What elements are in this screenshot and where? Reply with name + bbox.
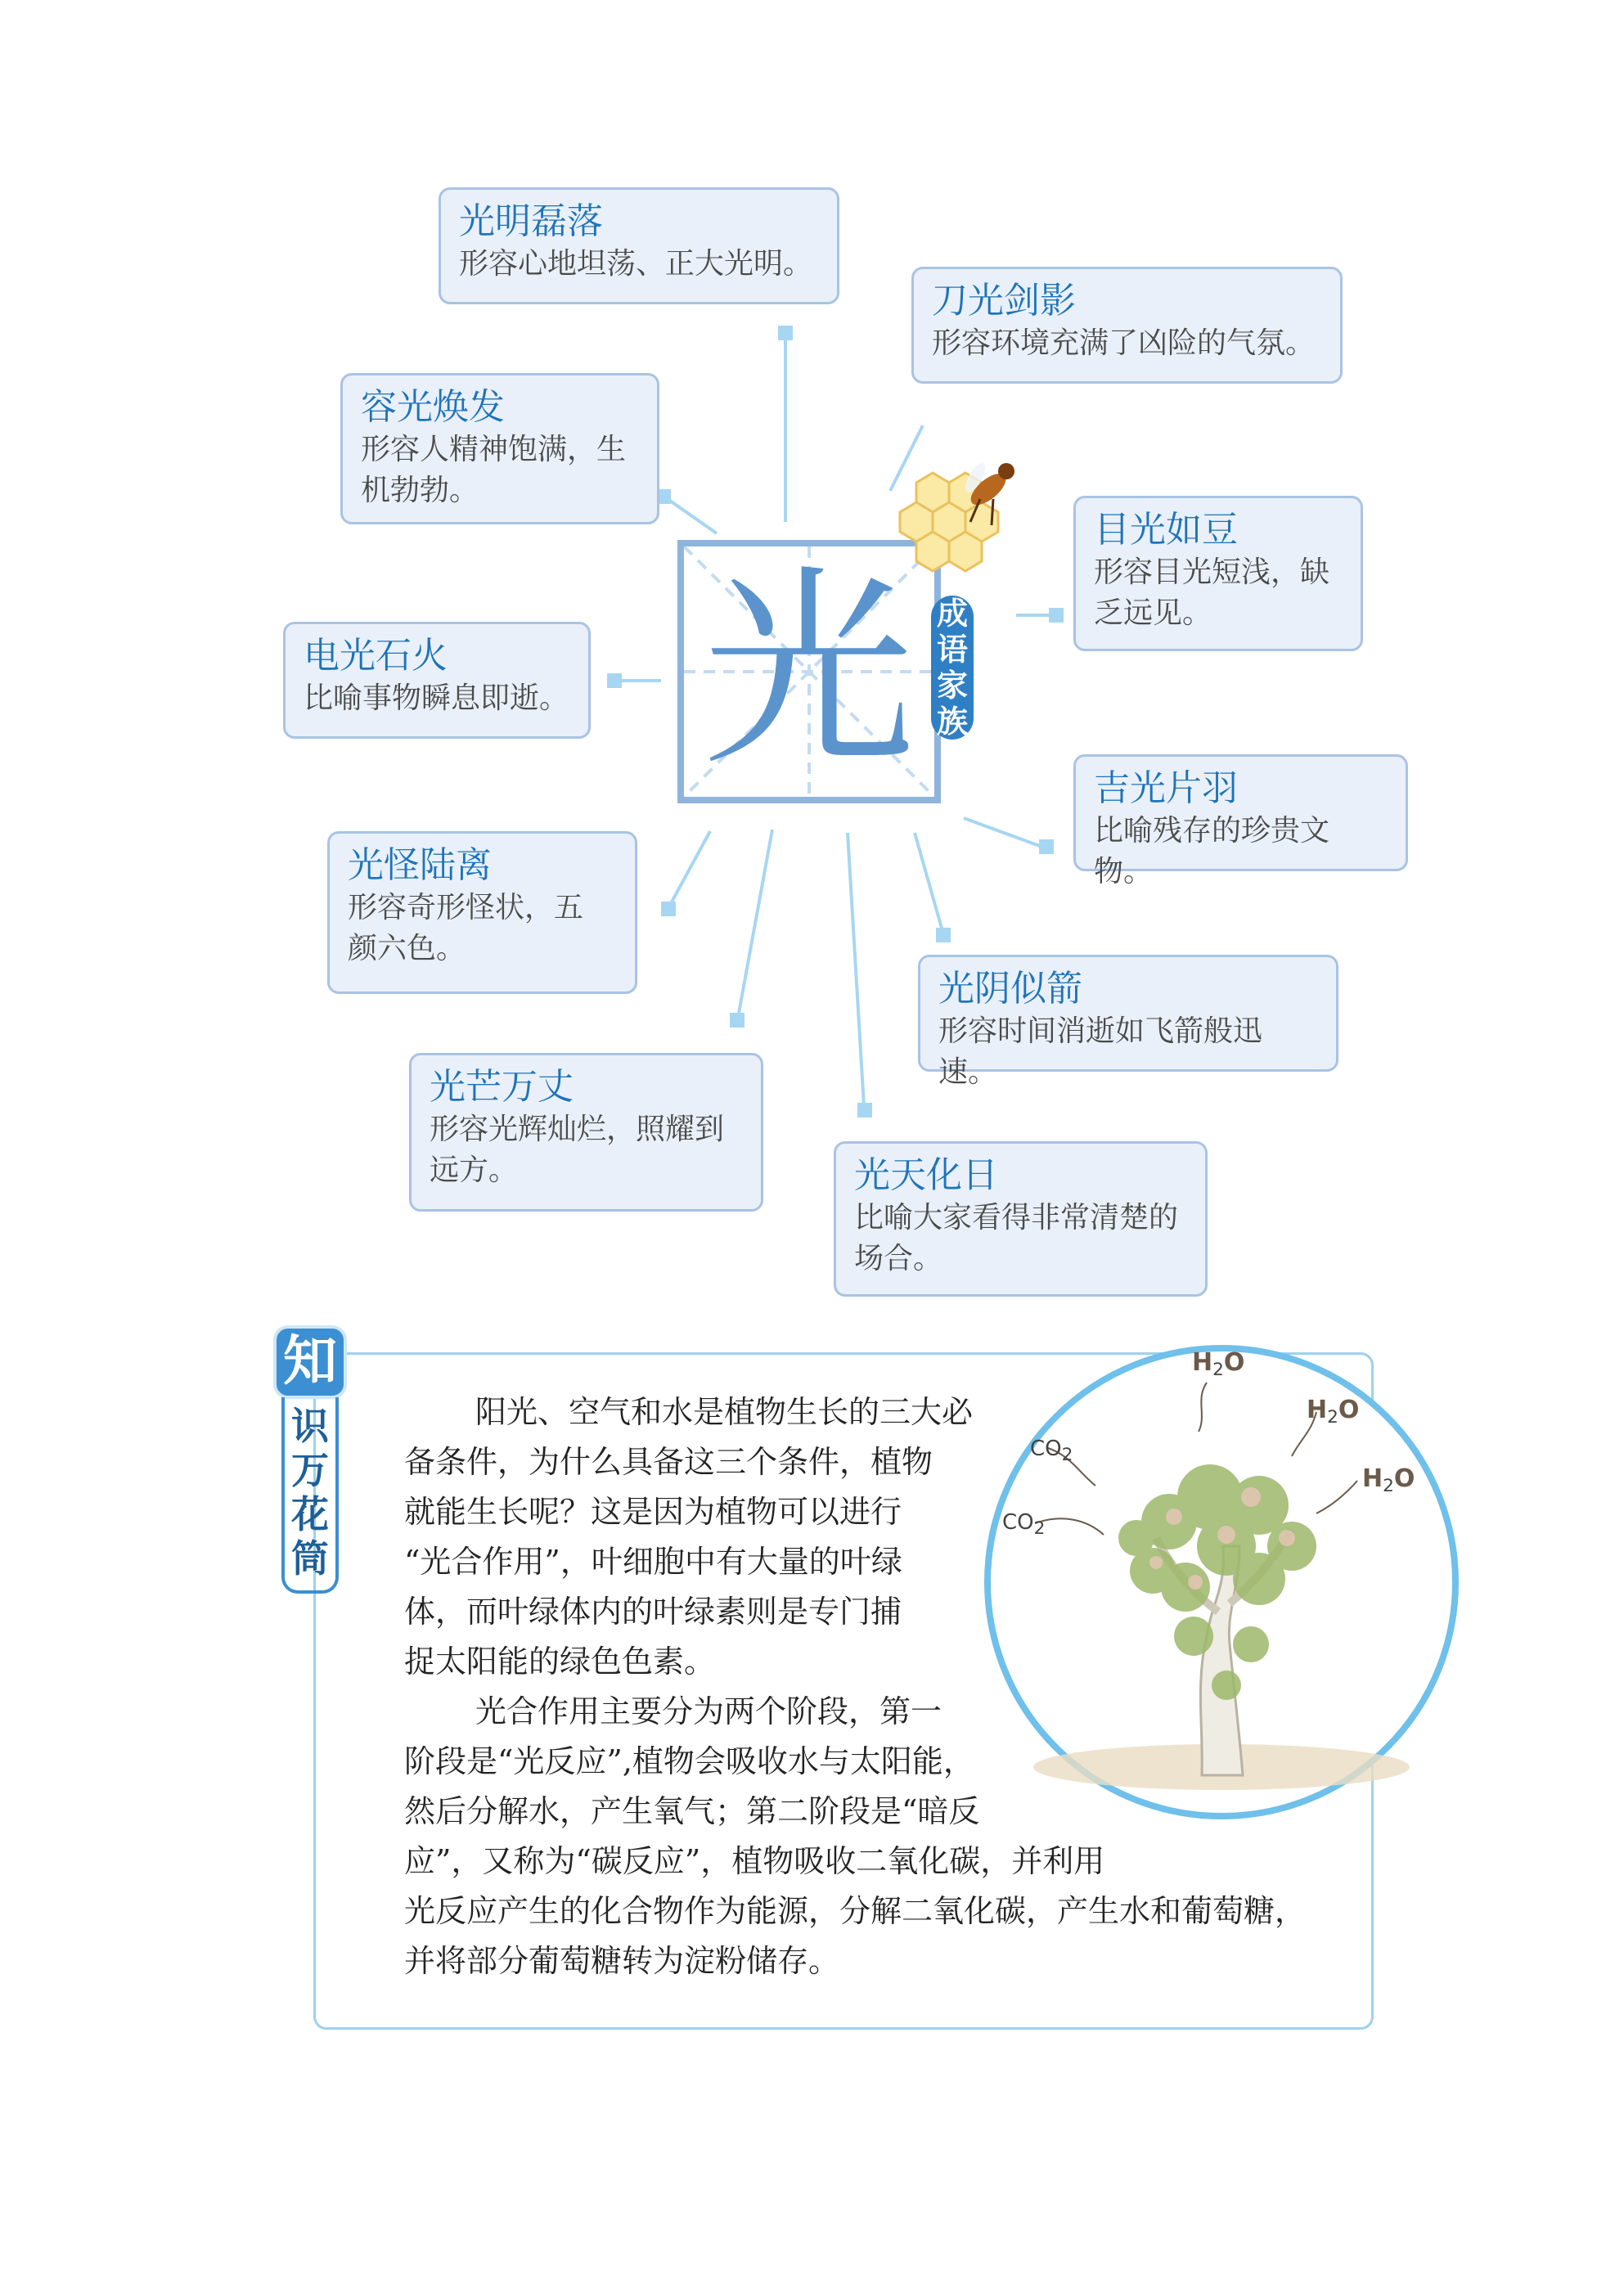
idiom-desc: 形容人精神饱满，生 (361, 433, 627, 466)
idiom-card (1073, 496, 1363, 651)
idiom-card (327, 831, 637, 994)
idiom-desc-line2: 颜六色。 (348, 932, 466, 965)
h2o-label: $H_2O$ (1307, 1396, 1360, 1428)
co2-label: $CO_2$ (1002, 1510, 1046, 1540)
idiom-desc: 比喻残存的珍贵文物。 (1094, 814, 1330, 888)
idiom-desc-line2: 远方。 (430, 1153, 519, 1187)
idiom-desc: 形容环境充满了凶险的气氛。 (932, 326, 1316, 360)
knowledge-line: 光反应产生的化合物作为能源，分解二氧化碳，产生水和葡萄糖， (404, 1893, 1307, 1929)
idiom-desc: 形容光辉灿烂，照耀到 (430, 1113, 725, 1146)
idiom-card (834, 1141, 1208, 1297)
knowledge-line: 应”，又称为“碳反应”，植物吸收二氧化碳，并利用 (404, 1843, 1105, 1879)
idiom-title: 电光石火 (304, 635, 448, 677)
idiom-desc-line2: 机勃勃。 (361, 474, 479, 507)
knowledge-line: 阳光、空气和水是植物生长的三大必 (475, 1394, 974, 1430)
co2-label: $CO_2$ (1030, 1437, 1073, 1466)
idiom-family-tag: 成 语 家 族 (931, 596, 974, 740)
idiom-title: 光芒万丈 (430, 1066, 574, 1108)
idiom-card (1073, 754, 1408, 888)
knowledge-line: “光合作用”，叶细胞中有大量的叶绿 (404, 1544, 902, 1580)
knowledge-tab (273, 1325, 347, 1594)
h2o-label: $H_2O$ (1362, 1464, 1415, 1497)
knowledge-tab-first: 知 (273, 1325, 347, 1399)
knowledge-line: 体，而叶绿体内的叶绿素则是专门捕 (404, 1594, 902, 1630)
idiom-desc: 形容心地坦荡、正大光明。 (459, 247, 813, 281)
idiom-title: 光怪陆离 (348, 844, 492, 886)
idiom-desc: 比喻大家看得非常清楚的 (854, 1201, 1179, 1234)
idiom-card (439, 187, 839, 304)
idiom-card (283, 622, 591, 739)
knowledge-line: 然后分解水，产生氧气；第二阶段是“暗反 (404, 1793, 980, 1829)
idiom-title: 光明磊落 (459, 200, 603, 242)
idiom-desc-line2: 场合。 (854, 1242, 943, 1275)
idiom-desc: 比喻事物瞬息即逝。 (304, 681, 569, 715)
idiom-title: 吉光片羽 (1094, 767, 1238, 809)
knowledge-line: 备条件，为什么具备这三个条件，植物 (404, 1444, 933, 1480)
idiom-card (911, 267, 1343, 384)
knowledge-line: 并将部分葡萄糖转为淀粉储存。 (404, 1943, 840, 1979)
idiom-title: 刀光剑影 (932, 280, 1076, 322)
idiom-desc: 形容奇形怪状，五 (348, 891, 584, 924)
tree-icon (981, 1342, 1462, 1823)
knowledge-line: 捉太阳能的绿色色素。 (404, 1644, 716, 1680)
idiom-desc-line2: 乏远见。 (1094, 596, 1212, 630)
knowledge-line: 阶段是“光反应”,植物会吸收水与太阳能， (404, 1743, 974, 1779)
center-character: 光 (703, 548, 915, 795)
honeycomb-bee-icon (884, 450, 1031, 589)
idiom-title: 目光如豆 (1094, 509, 1238, 551)
idiom-desc: 形容时间消逝如飞箭般迅速。 (938, 1014, 1263, 1089)
idiom-title: 光阴似箭 (938, 968, 1082, 1010)
idiom-title: 容光焕发 (361, 386, 505, 428)
photosynthesis-illustration (981, 1342, 1462, 1823)
idiom-card (340, 373, 659, 524)
idiom-card (409, 1053, 763, 1212)
knowledge-line: 光合作用主要分为两个阶段，第一 (475, 1693, 942, 1729)
knowledge-tab-rest: 识 万 花 筒 (281, 1397, 339, 1594)
idiom-title: 光天化日 (854, 1154, 998, 1196)
idiom-desc: 形容目光短浅，缺 (1094, 555, 1330, 589)
knowledge-line: 就能生长呢？这是因为植物可以进行 (404, 1494, 902, 1530)
h2o-label: $H_2O$ (1192, 1348, 1245, 1381)
idiom-card (918, 955, 1338, 1089)
